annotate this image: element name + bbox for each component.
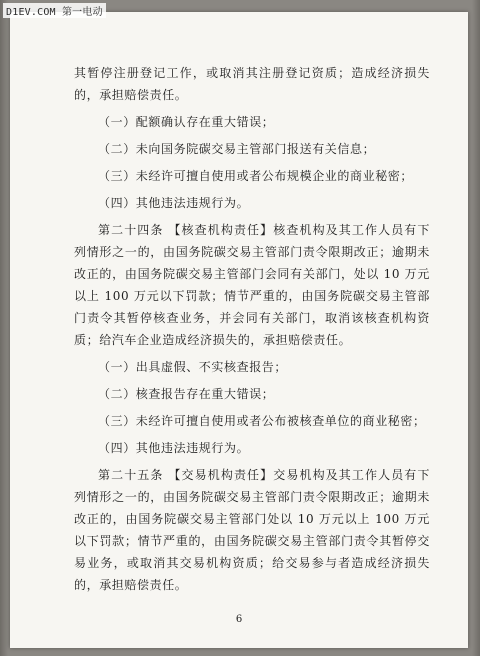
list-item: （四）其他违法违规行为。 xyxy=(98,441,250,455)
list-item: （四）其他违法违规行为。 xyxy=(98,196,250,210)
list-item: （一）出具虚假、不实核查报告； xyxy=(98,360,288,374)
watermark-logo: D1EV.COM 第一电动 xyxy=(3,3,106,18)
list-item: （三）未经许可擅自使用或者公布规模企业的商业秘密； xyxy=(98,169,414,183)
article-25: 第二十五条 【交易机构责任】交易机构及其工作人员有下列情形之一的，由国务院碳交易主管部门责令限期改正；逾期未改正的，由国务院碳交易主管部门处以 10 万元以上 100 万元以下罚款；情节严重的，由国务院碳交易主管部门责令其暂停交易业务，或取消其交易机构资质；给交易参与者造成经济损失的，承担赔偿责任。 xyxy=(74,468,430,592)
article-24: 第二十四条 【核查机构责任】核查机构及其工作人员有下列情形之一的，由国务院碳交易主管部门责令限期改正；逾期未改正的，由国务院碳交易主管部门会同有关部门，处以 10 万元以上 100 万元以下罚款；情节严重的，由国务院碳交易主管部门责令其暂停核查业务，并会同有关部门，取消该核查机构资质；给汽车企业造成经济损失的，承担赔偿责任。 xyxy=(74,223,430,347)
document-page xyxy=(10,12,468,648)
page-content xyxy=(74,62,430,601)
page-number: 6 xyxy=(235,614,243,625)
list-item: （一）配额确认存在重大错误； xyxy=(98,115,275,129)
list-item: （二）未向国务院碳交易主管部门报送有关信息； xyxy=(98,142,376,156)
list-item: （三）未经许可擅自使用或者公布被核查单位的商业秘密； xyxy=(98,414,426,428)
paragraph-continued: 其暂停注册登记工作，或取消其注册登记资质；造成经济损失的，承担赔偿责任。 xyxy=(74,66,430,102)
list-item: （二）核查报告存在重大错误； xyxy=(98,387,275,401)
